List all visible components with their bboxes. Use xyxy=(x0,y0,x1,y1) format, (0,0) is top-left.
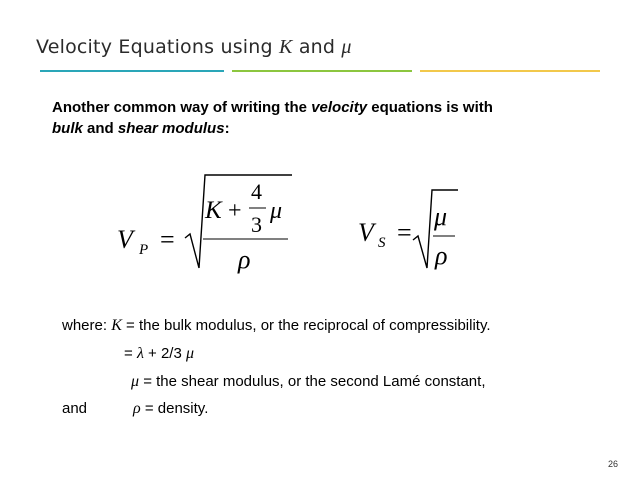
intro-text: and xyxy=(82,120,118,137)
page-number: 26 xyxy=(607,459,618,469)
where-symbol-k: K xyxy=(111,317,122,334)
where-symbol-mu: μ xyxy=(131,373,140,390)
intro-bulk: bulk xyxy=(52,120,83,137)
vs-equals: = xyxy=(397,218,412,247)
where-plus-two-thirds: + 2/3 xyxy=(143,345,186,362)
vp-plus: + xyxy=(228,198,242,224)
intro-colon: : xyxy=(224,120,230,137)
where-and: and xyxy=(62,400,88,417)
where-symbol-lambda: λ xyxy=(136,345,144,362)
where-line-1 xyxy=(62,317,491,335)
where-line-4-definition xyxy=(133,400,208,418)
where-mu-definition: = the shear modulus, or the second Lamé constant, xyxy=(139,373,486,390)
where-line-2 xyxy=(124,345,194,363)
intro-velocity: velocity xyxy=(311,99,368,116)
where-k-definition: = the bulk modulus, or the reciprocal of compressibility. xyxy=(121,317,491,334)
title-symbol-k: K xyxy=(279,36,293,58)
intro-text: equations is with xyxy=(367,99,493,116)
intro-shear-modulus: shear modulus xyxy=(117,120,225,137)
vp-lhs-v: V xyxy=(117,225,133,254)
vp-frac-den: 3 xyxy=(251,212,262,237)
vs-rho: ρ xyxy=(435,241,448,270)
vp-equals: = xyxy=(160,225,175,254)
vs-lhs-v: V xyxy=(358,218,374,247)
where-line-3 xyxy=(131,373,486,391)
where-rho-definition: = density. xyxy=(140,400,209,417)
where-symbol-mu: μ xyxy=(186,345,195,362)
vp-k: K xyxy=(205,197,222,224)
where-symbol-rho: ρ xyxy=(133,400,141,417)
title-and: and xyxy=(292,36,342,58)
vp-lhs-subscript: P xyxy=(139,242,149,258)
vp-rho: ρ xyxy=(238,245,251,274)
where-line-4 xyxy=(62,400,87,417)
vp-frac-num: 4 xyxy=(251,179,262,204)
where-label: where: xyxy=(62,317,112,334)
vs-lhs-subscript: S xyxy=(378,235,386,251)
where-equals: = xyxy=(124,345,137,362)
title-symbol-mu: μ xyxy=(341,36,352,58)
intro-text: Another common way of writing the xyxy=(52,99,312,116)
title-text: Velocity Equations using xyxy=(36,36,280,58)
vs-mu: μ xyxy=(434,202,448,231)
vp-mu: μ xyxy=(270,198,283,224)
